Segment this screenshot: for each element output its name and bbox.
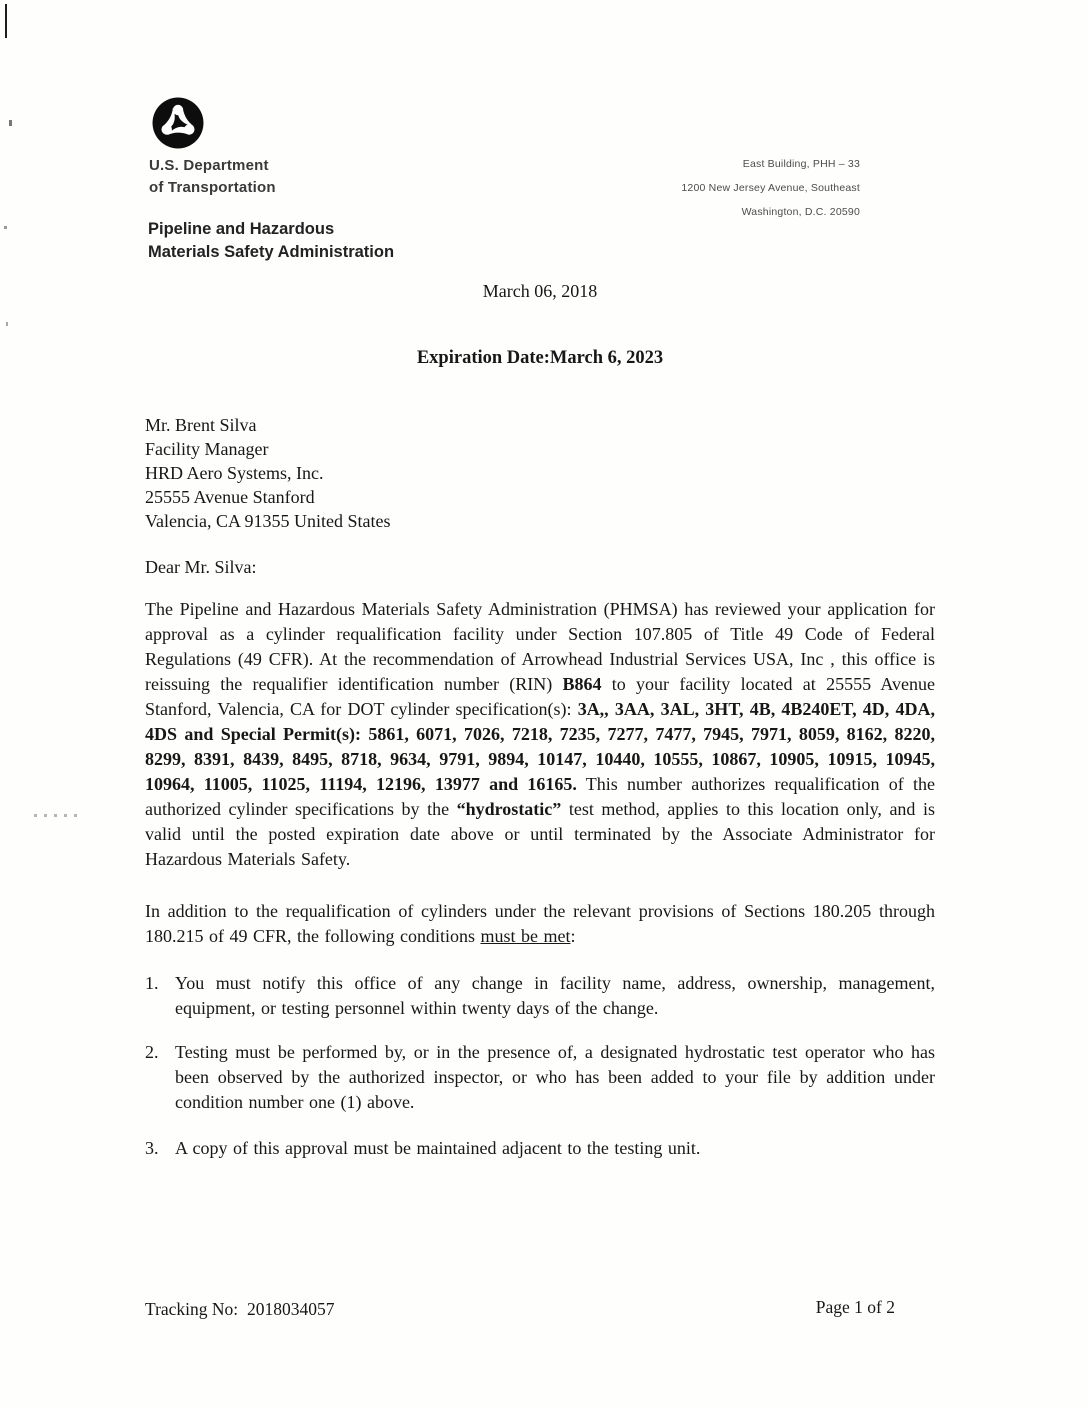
- recipient-company: HRD Aero Systems, Inc.: [145, 463, 324, 483]
- scan-artifact: [6, 322, 8, 326]
- condition-number: 2.: [145, 1042, 159, 1062]
- salutation: Dear Mr. Silva:: [145, 557, 257, 577]
- cylinder-specs-and-permits: 3A,, 3AA, 3AL, 3HT, 4B, 4B240ET, 4D, 4DA, 4DS and Special Permit(s): 5861, 6071, 7026, 7218, 7235, 7277, 7477, 7945, 7971, 8059, 8162, 8220, 8299, 8391, 8439, 8495, 8718, 9634, 9791, 9894, 10147, 10440, 10555, 10867, 10905, 10915, 10945, 10964, 11005, 11025, 11194, 12196, 13977 and 16165.: [145, 699, 935, 794]
- condition-number: 1.: [145, 973, 159, 993]
- recipient-title: Facility Manager: [145, 439, 269, 459]
- condition-text: Testing must be performed by, or in the presence of, a designated hydrostatic test operator who has been observed by the authorized inspector, or who has been added to your file by addition under condition number one (1) above.: [175, 1042, 935, 1112]
- tracking-number: [145, 1299, 334, 1320]
- scan-artifact: [4, 226, 7, 229]
- scan-artifact: [34, 814, 80, 817]
- admin-line-1: Pipeline and Hazardous: [148, 220, 335, 238]
- paragraph-text: In addition to the requalification of cylinders under the relevant provisions of Sections 180.205 through 180.215 of 49 CFR, the following conditions: [145, 901, 935, 946]
- test-method: “hydrostatic”: [456, 799, 562, 819]
- hq-address-line: Washington, D.C. 20590: [741, 206, 860, 218]
- condition-text: You must notify this office of any change in facility name, address, ownership, management, equipment, or testing personnel within twenty days of the change.: [175, 973, 935, 1018]
- admin-line-2: Materials Safety Administration: [148, 243, 395, 261]
- agency-line-1: U.S. Department: [149, 157, 269, 174]
- recipient-address: [145, 413, 935, 533]
- paragraph-text: The Pipeline and Hazardous Materials Safety Administration (PHMSA) has reviewed your application for approval as a cylinder requalification facility under Section 107.805 of Title 49 Code of Federal Regulations (49 CFR). At the recommendation of Arrowhead Industrial Services USA, Inc , this office is reissuing the requalifier identification number (RIN): [145, 599, 935, 694]
- scan-artifact: [9, 120, 12, 126]
- agency-line-2: of Transportation: [149, 179, 276, 196]
- tracking-value: 2018034057: [246, 1299, 335, 1319]
- paragraph-text: test method, applies to this location only, and is valid until the posted expiration date above or until terminated by the Associate Administrator for Hazardous Materials Safety.: [145, 799, 935, 869]
- recipient-name: Mr. Brent Silva: [145, 415, 257, 435]
- condition-item: [145, 1136, 935, 1161]
- must-be-met-underline: must be met: [480, 926, 571, 946]
- paragraph-conditions-intro: [145, 899, 935, 949]
- condition-item: [145, 1040, 935, 1115]
- paragraph-text: :: [570, 926, 576, 946]
- letter-date: March 06, 2018: [482, 281, 598, 301]
- hq-address-line: 1200 New Jersey Avenue, Southeast: [681, 182, 860, 194]
- scan-artifact: [5, 4, 7, 38]
- letter-body: [145, 0, 935, 1161]
- paragraph-text: to your facility located at 25555 Avenue Stanford, Valencia, CA for DOT cylinder specification(s):: [145, 674, 935, 719]
- paragraph-text: This number authorizes requalification of the authorized cylinder specifications by the: [145, 774, 935, 819]
- recipient-street: 25555 Avenue Stanford: [145, 487, 315, 507]
- rin-number: B864: [562, 674, 602, 694]
- paragraph-approval: [145, 597, 935, 872]
- expiration-date: Expiration Date:March 6, 2023: [416, 348, 664, 368]
- condition-text: A copy of this approval must be maintained adjacent to the testing unit.: [175, 1138, 701, 1158]
- recipient-city: Valencia, CA 91355 United States: [145, 511, 391, 531]
- page-number: Page 1 of 2: [815, 1297, 895, 1317]
- tracking-label: Tracking No:: [145, 1299, 239, 1319]
- hq-address-line: East Building, PHH – 33: [742, 158, 860, 170]
- condition-number: 3.: [145, 1138, 159, 1158]
- condition-item: [145, 971, 935, 1021]
